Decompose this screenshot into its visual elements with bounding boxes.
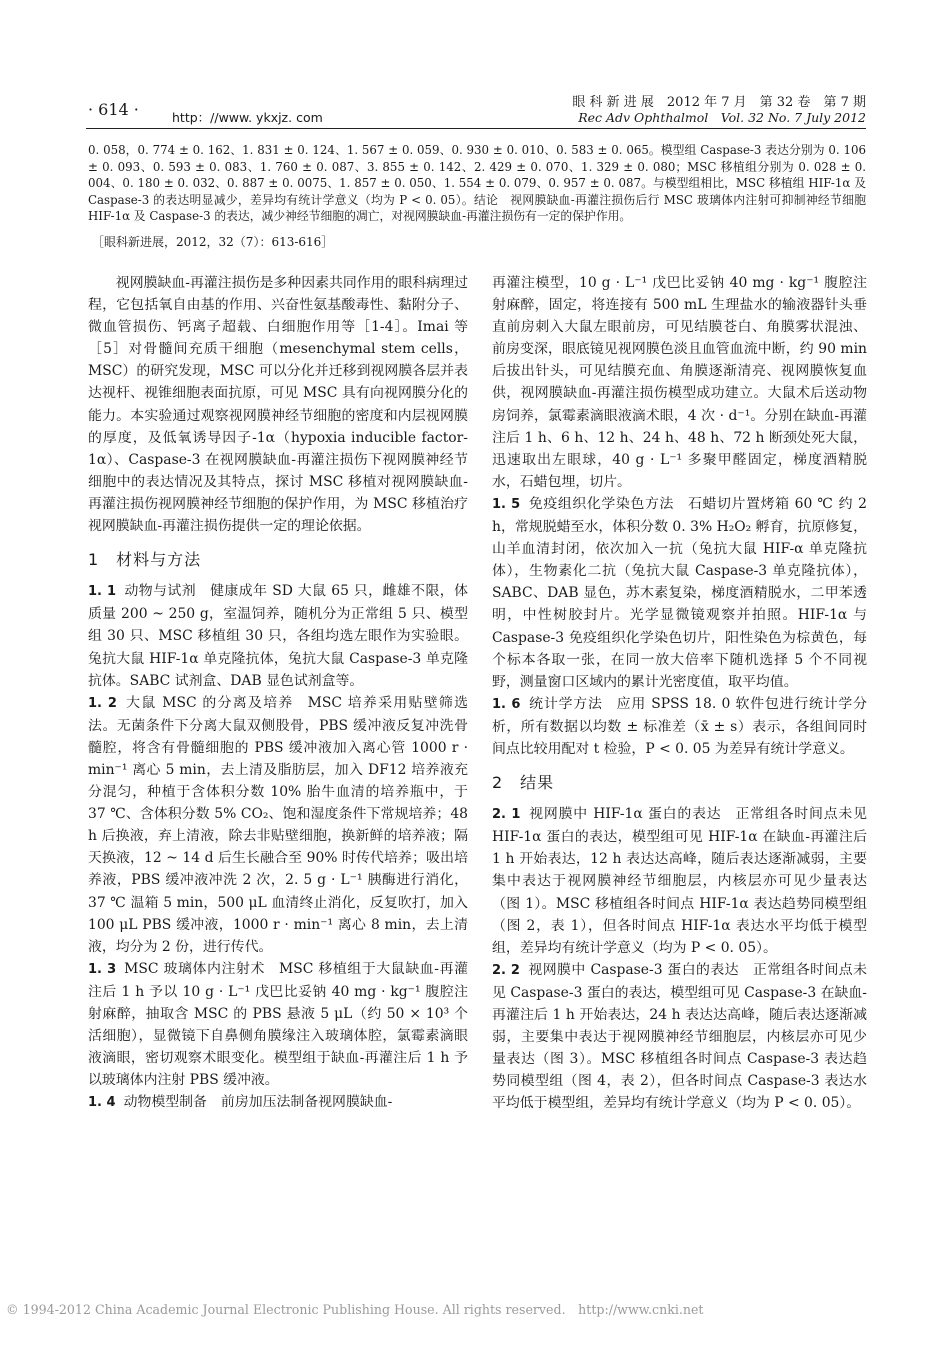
subsection-number: 1. 1 <box>88 584 116 600</box>
subsection-2-1 <box>492 803 867 959</box>
journal-issue-line: 眼 科 新 进 展 2012 年 7 月 第 32 卷 第 7 期 <box>572 95 866 110</box>
page-number: · 614 · <box>88 100 139 119</box>
subsection-text: MSC 移植组于大鼠缺血-再灌注后 1 h 予以 10 g · L⁻¹ 戊巴比妥钠 40 mg · kg⁻¹ 腹腔注射麻醉，抽取含 MSC 的 PBS 悬液 5 μL（约 50 × 10³ 个活细胞），显微镜下自鼻侧角膜缘注入玻璃体腔，氯霉素滴眼液滴眼，密切观察术眼变化。模型组于缺血-再灌注后 1 h 予以玻璃体内注射 PBS 缓冲液。 <box>88 960 468 1089</box>
journal-url[interactable]: http：//www. ykxjz. com <box>172 110 323 125</box>
abstract-continuation: 0. 058，0. 774 ± 0. 162、1. 831 ± 0. 124、1. 567 ± 0. 059、0. 930 ± 0. 010、0. 583 ± 0. 065。模型组 Caspase-3 表达分别为 0. 106 ± 0. 093、0. 593 ± 0. 083、1. 760 ± 0. 087、3. 855 ± 0. 142、2. 429 ± 0. 070、1. 329 ± 0. 080；MSC 移植组分别为 0. 028 ± 0. 004、0. 180 ± 0. 032、0. 887 ± 0. 0075、1. 857 ± 0. 050、1. 554 ± 0. 079、0. 957 ± 0. 087。与模型组相比，MSC 移植组 HIF-1α 及 Caspase-3 的表达明显减少，差异均有统计学意义（均为 P < 0. 05）。结论 视网膜缺血-再灌注损伤后行 MSC 玻璃体内注射可抑制神经节细胞 HIF-1α 及 Caspase-3 的表达，减少神经节细胞的凋亡，对视网膜缺血-再灌注损伤有一定的保护作用。 <box>88 143 866 224</box>
intro-paragraph: 视网膜缺血-再灌注损伤是多种因素共同作用的眼科病理过程，它包括氧自由基的作用、兴奋性氨基酸毒性、黏附分子、微血管损伤、钙离子超载、白细胞作用等［1-4］。Imai 等［5］对骨髓间充质干细胞（mesenchymal stem cells，MSC）的研究发现，MSC 可以分化并迁移到视网膜各层并表达视杆、视锥细胞表面抗原，可见 MSC 具有向视网膜分化的能力。本实验通过观察视网膜神经节细胞的密度和内层视网膜的厚度，及低氧诱导因子-1α（hypoxia inducible factor-1α）、Caspase-3 在视网膜缺血-再灌注损伤下视网膜神经节细胞中的表达情况及其特点，探讨 MSC 移植对视网膜缺血-再灌注损伤视网膜神经节细胞的保护作用，为 MSC 移植治疗视网膜缺血-再灌注损伤提供一定的理论依据。 <box>88 275 468 535</box>
subsection-1-3 <box>88 958 468 1092</box>
subsection-2-2 <box>492 959 867 1115</box>
subsection-1-4 <box>88 1091 468 1114</box>
subsection-title: 视网膜中 HIF-1α 蛋白的表达 <box>528 806 722 823</box>
subsection-number: 1. 6 <box>492 696 521 712</box>
subsection-1-4-continued: 再灌注模型，10 g · L⁻¹ 戊巴比妥钠 40 mg · kg⁻¹ 腹腔注射麻醉，固定，将连接有 500 mL 生理盐水的输液器针头垂直前房刺入大鼠左眼前房，可见结膜苍白、角膜雾状混浊、前房变深，眼底镜见视网膜色淡且血管血流中断，约 90 min 后拔出针头，可见结膜充血、角膜逐渐清亮、视网膜恢复血供，视网膜缺血-再灌注损伤模型成功建立。大鼠术后送动物房饲养，氯霉素滴眼液滴术眼，4 次 · d⁻¹。分别在缺血-再灌注后 1 h、6 h、12 h、24 h、48 h、72 h 断颈处死大鼠，迅速取出左眼球，40 g · L⁻¹ 多聚甲醛固定，梯度酒精脱水，石蜡包埋，切片。 <box>492 275 867 490</box>
header-divider <box>86 128 866 129</box>
right-column <box>492 272 867 1114</box>
copyright-footer: © 1994-2012 China Academic Journal Electronic Publishing House. All rights reserved. http://www.cnki.net <box>6 1302 704 1317</box>
subsection-text: 应用 SPSS 18. 0 软件包进行统计学分析，所有数据以均数 ± 标准差（x̄ ± s）表示，各组间同时间点比较用配对 t 检验，P < 0. 05 为差异有统计学意义。 <box>492 695 867 757</box>
subsection-1-1 <box>88 580 468 691</box>
subsection-title: 动物模型制备 <box>123 1094 207 1111</box>
subsection-text: 正常组各时间点未见 HIF-1α 蛋白的表达，模型组可见 HIF-1α 在缺血-再灌注后 1 h 开始表达，12 h 表达达高峰，随后表达逐渐减弱，主要集中表达于视网膜神经节细胞层，内核层亦可见少量表达（图 1）。MSC 移植组各时间点 HIF-1α 表达趋势同模型组（图 2，表 1），但各时间点 HIF-1α 表达水平均低于模型组，差异均有统计学意义（均为 P < 0. 05）。 <box>492 806 867 956</box>
journal-issue-line-en: Rec Adv Ophthalmol Vol. 32 No. 7 July 2012 <box>578 110 866 125</box>
subsection-title: 大鼠 MSC 的分离及培养 <box>124 694 294 711</box>
subsection-1-6 <box>492 693 867 760</box>
subsection-1-5 <box>492 493 867 693</box>
subsection-title: 动物与试剂 <box>124 583 197 600</box>
subsection-text: 健康成年 SD 大鼠 65 只，雌雄不限，体质量 200 ~ 250 g，室温饲养，随机分为正常组 5 只、模型组 30 只、MSC 移植组 30 只，各组均选左眼作为实验眼。兔抗大鼠 HIF-1α 单克隆抗体，兔抗大鼠 Caspase-3 单克隆抗体。SABC 试剂盒、DAB 显色试剂盒等。 <box>88 583 468 689</box>
subsection-text: MSC 培养采用贴壁筛选法。无菌条件下分离大鼠双侧股骨，PBS 缓冲液反复冲洗骨髓腔，将含有骨髓细胞的 PBS 缓冲液加入离心管 1000 r · min⁻¹ 离心 5 min，去上清及脂肪层，加入 DF12 培养液充分混匀，种植于含体积分数 10% 胎牛血清的培养瓶中，于 37 ℃、含体积分数 5% CO₂、饱和湿度条件下常规培养；48 h 后换液，弃上清液，除去非贴壁细胞，换新鲜的培养液；隔天换液，12 ~ 14 d 后生长融合至 90% 时传代培养；吸出培养液，PBS 缓冲液冲洗 2 次，2. 5 g · L⁻¹ 胰酶进行消化，37 ℃ 温箱 5 min，500 μL 血清终止消化，反复吹打，加入 100 μL PBS 缓冲液，1000 r · min⁻¹ 离心 8 min，去上清液，均分为 2 份，进行传代。 <box>88 694 468 955</box>
subsection-number: 2. 2 <box>492 962 520 978</box>
subsection-text: 正常组各时间点未见 Caspase-3 蛋白的表达，模型组可见 Caspase-3 在缺血-再灌注后 1 h 开始表达，24 h 表达达高峰，随后表达逐渐减弱，主要集中表达于视网膜神经节细胞层，内核层亦可见少量表达（图 3）。MSC 移植组各时间点 Caspase-3 表达趋势同模型组（图 4，表 2），但各时间点 Caspase-3 表达水平均低于模型组，差异均有统计学意义（均为 P < 0. 05）。 <box>492 961 867 1112</box>
subsection-title: MSC 玻璃体内注射术 <box>124 960 265 977</box>
subsection-number: 1. 5 <box>492 496 521 512</box>
citation: ［眼科新进展，2012，32（7）：613-616］ <box>92 235 334 249</box>
subsection-number: 1. 4 <box>88 1095 116 1111</box>
subsection-text: 石蜡切片置烤箱 60 ℃ 约 2 h，常规脱蜡至水，体积分数 0. 3% H₂O₂ 孵育，抗原修复，山羊血清封闭，依次加入一抗（兔抗大鼠 HIF-α 单克隆抗体），生物素化二抗（兔抗大鼠 Caspase-3 单克隆抗体），SABC、DAB 显色，苏木素复染，梯度酒精脱水，二甲苯透明，中性树胶封片。光学显微镜观察并拍照。HIF-1α 与 Caspase-3 免疫组织化学染色切片，阳性染色为棕黄色，每个标本各取一张，在同一放大倍率下随机选择 5 个不同视野，测量窗口区域内的累计光密度值，取平均值。 <box>492 495 867 690</box>
section-2-heading: 2 结果 <box>492 773 555 793</box>
subsection-number: 2. 1 <box>492 807 521 823</box>
subsection-number: 1. 2 <box>88 695 117 711</box>
subsection-text: 前房加压法制备视网膜缺血- <box>220 1094 393 1111</box>
section-1-heading: 1 材料与方法 <box>88 550 202 570</box>
subsection-number: 1. 3 <box>88 961 117 977</box>
subsection-title: 视网膜中 Caspase-3 蛋白的表达 <box>527 961 739 978</box>
left-column <box>88 272 468 1114</box>
subsection-title: 免疫组织化学染色方法 <box>528 495 674 512</box>
subsection-title: 统计学方法 <box>528 695 603 712</box>
subsection-1-2 <box>88 692 468 958</box>
